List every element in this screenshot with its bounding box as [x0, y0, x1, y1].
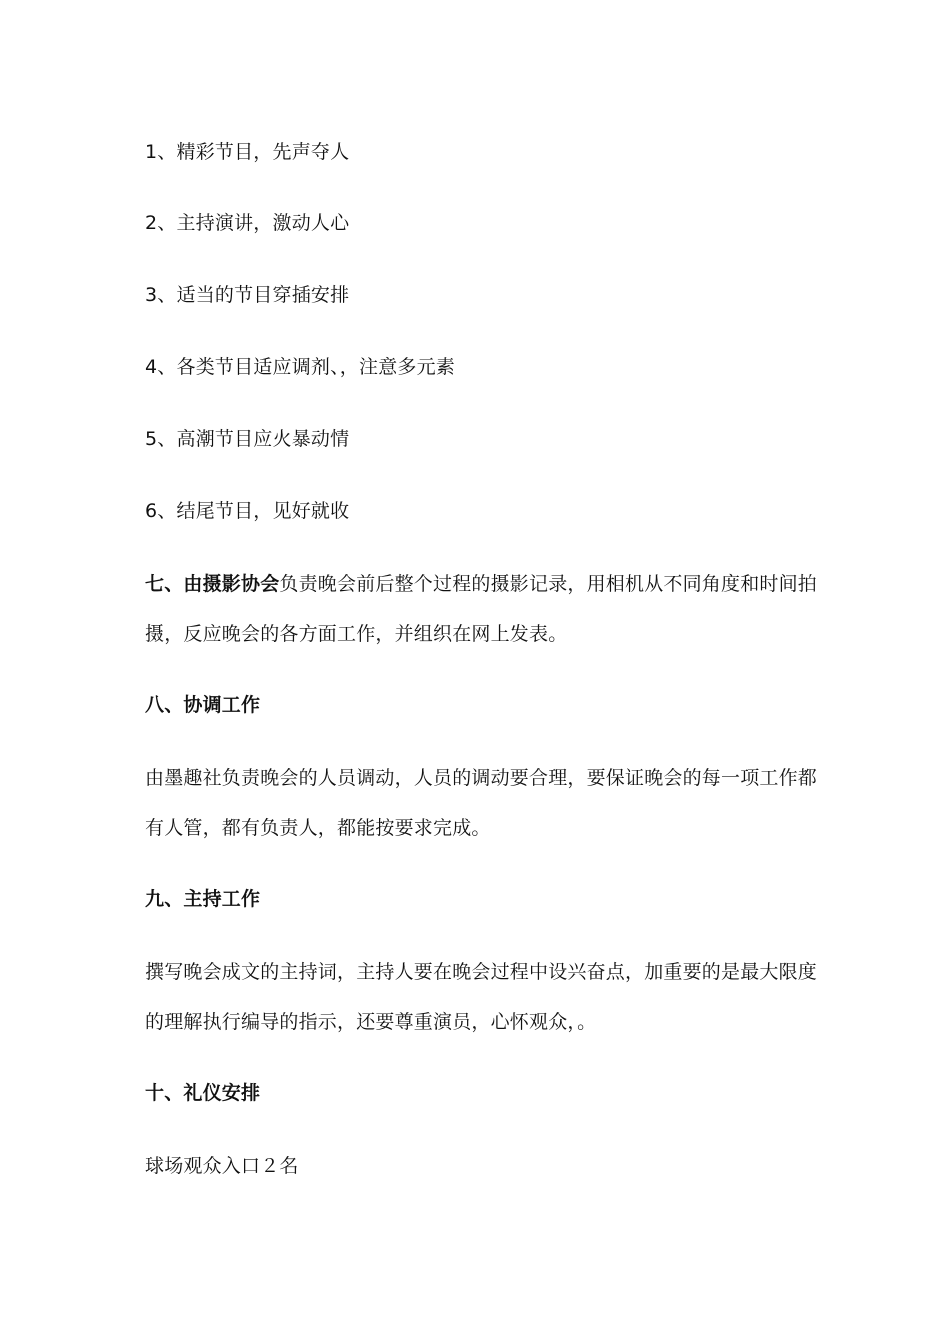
- section-10-paragraph-line-1: 球场观众入口２名: [145, 1155, 299, 1177]
- list-item: 5、高潮节目应火暴动情: [145, 428, 350, 450]
- list-item: 4、各类节目适应调剂、，注意多元素: [145, 356, 455, 378]
- section-10-heading: 十、礼仪安排: [145, 1082, 261, 1104]
- section-8-heading: 八、协调工作: [145, 694, 261, 716]
- list-item: 1、精彩节目，先声夺人: [145, 141, 350, 163]
- list-item: 3、适当的节目穿插安排: [145, 284, 350, 306]
- section-8-paragraph-line-2: 有人管，都有负责人，都能按要求完成。: [145, 817, 491, 839]
- section-7-paragraph-line-2: 摄，反应晚会的各方面工作，并组织在网上发表。: [145, 623, 568, 645]
- section-9-paragraph-line-2: 的理解执行编导的指示，还要尊重演员，心怀观众，。: [145, 1011, 597, 1033]
- section-8-paragraph-line-1: 由墨趣社负责晚会的人员调动，人员的调动要合理，要保证晚会的每一项工作都: [145, 767, 818, 789]
- section-7-paragraph-line-1: [145, 572, 818, 596]
- section-9-paragraph-line-1: 撰写晚会成文的主持词，主持人要在晚会过程中设兴奋点，加重要的是最大限度: [145, 961, 818, 983]
- section-7-heading: 七、由摄影协会: [145, 573, 280, 595]
- section-9-heading: 九、主持工作: [145, 888, 261, 910]
- section-7-text: 负责晚会前后整个过程的摄影记录，用相机从不同角度和时间拍: [279, 573, 818, 595]
- list-item: 6、结尾节目，见好就收: [145, 500, 350, 522]
- list-item: 2、主持演讲，激动人心: [145, 212, 350, 234]
